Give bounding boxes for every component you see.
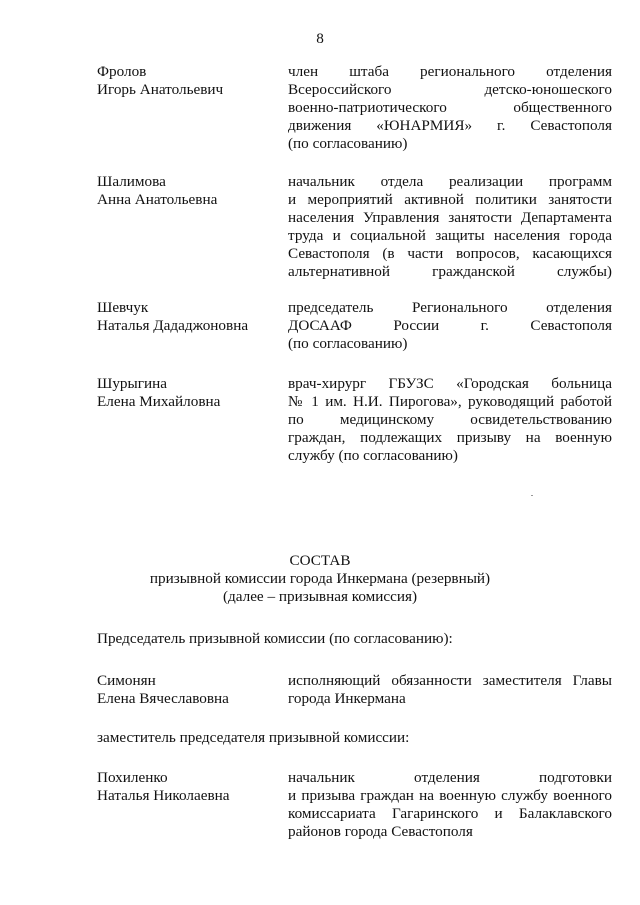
member-role (288, 769, 612, 841)
role-line: труда и социальной защиты населения города (288, 227, 612, 244)
role-line: военно-патриотического общественного (288, 99, 612, 116)
role-line: ДОСААФ России г. Севастополя (288, 317, 612, 334)
member-role (288, 375, 612, 465)
member-name (97, 63, 277, 99)
scan-speck (531, 495, 533, 496)
member-name (97, 173, 277, 209)
role-line: начальник отделения подготовки (288, 769, 612, 786)
section-heading (0, 552, 640, 606)
member-role (288, 672, 612, 708)
member-given-name: Елена Вячеславовна (97, 690, 229, 707)
member-given-name: Анна Анатольевна (97, 191, 218, 208)
member-role (288, 63, 612, 153)
role-line: Всероссийского детско-юношеского (288, 81, 612, 98)
role-line: исполняющий обязанности заместителя Главы (288, 672, 612, 689)
member-surname: Похиленко (97, 769, 168, 786)
member-name (97, 375, 277, 411)
role-line: (по согласованию) (288, 335, 408, 352)
member-role (288, 173, 612, 281)
role-line: по медицинскому освидетельствованию (288, 411, 612, 428)
member-given-name: Игорь Анатольевич (97, 81, 224, 98)
role-line: член штаба регионального отделения (288, 63, 612, 80)
role-line: граждан, подлежащих призыву на военную (288, 429, 612, 446)
role-line: (по согласованию) (288, 135, 408, 152)
member-surname: Шевчук (97, 299, 149, 316)
member-given-name: Наталья Николаевна (97, 787, 230, 804)
section-title: СОСТАВ (289, 552, 351, 569)
member-role (288, 299, 612, 353)
role-line: № 1 им. Н.И. Пирогова», руководящий работой (288, 393, 612, 410)
member-name (97, 672, 277, 708)
member-surname: Фролов (97, 63, 147, 80)
role-line: начальник отдела реализации программ (288, 173, 612, 190)
member-surname: Симонян (97, 672, 156, 689)
deputy-label: заместитель председателя призывной комиссии: (97, 729, 410, 746)
role-line: врач-хирург ГБУЗС «Городская больница (288, 375, 612, 392)
role-line: и призыва граждан на военную службу военного (288, 787, 612, 804)
member-given-name: Елена Михайловна (97, 393, 221, 410)
section-subtitle: призывной комиссии города Инкермана (резервный) (149, 570, 491, 587)
role-line: комиссариата Гагаринского и Балаклавского (288, 805, 612, 822)
role-line: председатель Регионального отделения (288, 299, 612, 316)
role-line: и мероприятий активной политики занятости (288, 191, 612, 208)
member-name (97, 299, 277, 335)
role-line: Севастополя (в части вопросов, касающихся (288, 245, 612, 262)
page-number: 8 (316, 30, 324, 47)
member-given-name: Наталья Дададжоновна (97, 317, 249, 334)
role-line: населения Управления занятости Департамента (288, 209, 612, 226)
role-line: города Инкермана (288, 690, 406, 707)
role-line: движения «ЮНАРМИЯ» г. Севастополя (288, 117, 612, 134)
member-name (97, 769, 277, 805)
role-line: альтернативной гражданской службы) (288, 263, 612, 280)
chair-label: Председатель призывной комиссии (по согласованию): (97, 630, 453, 647)
role-line: районов города Севастополя (288, 823, 473, 840)
role-line: службу (по согласованию) (288, 447, 458, 464)
member-surname: Шалимова (97, 173, 166, 190)
member-surname: Шурыгина (97, 375, 167, 392)
section-subtitle-note: (далее – призывная комиссия) (222, 588, 418, 605)
